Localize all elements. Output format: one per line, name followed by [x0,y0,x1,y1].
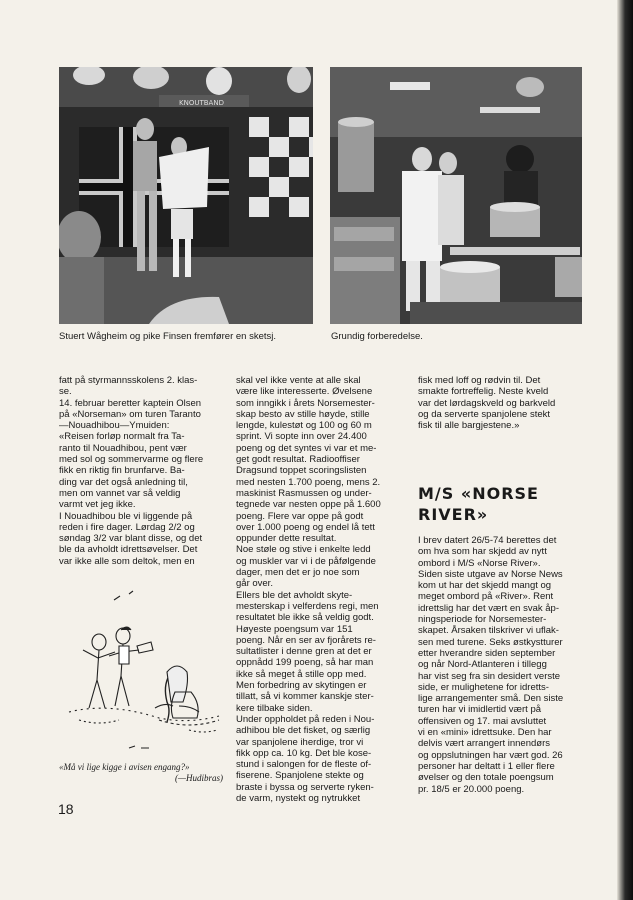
text-line: sprint. Vi sopte inn over 24.400 [236,431,367,443]
text-line: mesterskap i velferdens regi, men [236,600,379,612]
text-line: med nesten 1.700 poeng, mens 2. [236,476,381,488]
text-line: oppunder dette resultat. [236,533,337,545]
text-line: get godt resultat. Radiooffiser [236,454,360,466]
text-line: ding var det også anledning til, [59,476,188,488]
text-line: maskinist Rasmussen og under- [236,487,372,499]
text-line: etter hverandre siden september [418,647,556,659]
text-line: braste i byssa og serverte ryken- [236,781,374,793]
text-line: men om vannet var så veldig [59,487,181,499]
text-line: og da serverte spanjolene stekt [418,408,551,420]
cartoon-caption [59,762,229,784]
text-line: kere tilbake siden. [236,702,313,714]
text-line: har vist seg fra sin desidert verste [418,670,561,682]
cartoon-illustration [59,580,229,755]
text-line: over 1.000 poeng og endel lå tett [236,521,375,533]
text-line: tegnede var nesten oppe på 1.600 [236,499,381,511]
text-line: I Nouadhibou ble vi liggende på [59,510,193,522]
text-line: I brev datert 26/5-74 berettes det [418,535,557,546]
text-line: fisk til alle bargjestene.» [418,420,520,432]
text-line: Høyeste poengsum var 151 [236,623,353,635]
photo-sketch-performance [59,67,313,324]
text-line: lige arrangementer små. Den siste [418,693,564,705]
text-line: fisk med loff og rødvin til. Det [418,375,541,386]
article-column-1 [59,375,224,567]
text-line: og oppslutningen har vært god. 26 [418,749,563,761]
text-line: tillatt, så vi kommer kanskje ster- [236,691,374,703]
text-line: varmt vet jeg ikke. [59,499,136,511]
text-line: skapet. Årsaken tilskriver vi uflak- [418,625,559,637]
text-line: Men forbedring av skytingen er [236,680,367,692]
text-line: dager, men det er jo noe som [236,567,360,579]
text-line: være like interesserte. Øvelsene [236,386,373,398]
text-line: på «Norseman» om turen Taranto [59,408,201,420]
text-line: ble da avholdt idrettsøvelser. Det [59,544,198,556]
photo-caption-galley: Grundig forberedelse. [331,331,423,342]
text-line: —Nouadhibou—Ymuiden: [59,420,170,432]
text-line: ombord i M/S «Norse River». [418,557,541,569]
text-line: side, er mulighetene for idretts- [418,681,549,693]
text-line: stund i salongen for de fleste of- [236,759,372,771]
text-line: reden i fire dager. Lørdag 2/2 og [59,521,195,533]
text-line: var spanjolene iherdige, tror vi [236,736,364,748]
text-line: vi en «mini» idrettsuke. Den har [418,727,552,739]
text-line: skal vel ikke vente at alle skal [236,375,361,386]
text-line: var ikke alle som deltok, men en [59,555,195,567]
photo-caption-sketch: Stuert Wågheim og pike Finsen fremfører en sketsj. [59,331,276,342]
text-line: idrettslig har det vært en svak åp- [418,602,559,614]
section-heading-line1: M/S «NORSE [418,484,539,503]
text-line: fikk en riktig fin brunfarve. Ba- [59,465,185,477]
text-line: skap besto av stille høyde, stille [236,408,370,420]
text-line: Siden siste utgave av Norse News [418,568,563,580]
text-line: Under oppholdet på reden i Nou- [236,713,375,725]
section-heading [418,483,539,525]
section-heading-line2: RIVER» [418,505,489,524]
text-line: om hva som har skjedd av nytt [418,546,547,558]
article-column-3-bottom [418,535,588,795]
text-line: fatt på styrmannsskolens 2. klas- [59,375,198,386]
text-line: lengde, kulestøt og 100 og 60 m [236,420,372,432]
signage-text: KNOUTBAND [179,99,224,107]
text-line: øvelser og den totale poengsum [418,772,554,784]
text-line: fikk opp ca. 10 kg. Det ble kose- [236,747,372,759]
text-line: Dragsund toppet scoringslisten [236,465,367,477]
text-line: offensiven og 17. mai avsluttet [418,715,547,727]
photo-galley-preparation [330,67,582,324]
text-line: Noe støle og stive i enkelte ledd [236,544,371,556]
text-line: de varm, nystekt og nytrukket [236,792,361,804]
text-line: turen har vi imidlertid vært på [418,704,542,716]
text-line: Ellers ble det avholdt skyte- [236,589,353,601]
text-line: går over. [236,578,273,590]
text-line: ningsperiode for Norsemester- [418,614,547,626]
text-line: søndag 3/2 var blant disse, og det [59,533,203,545]
text-line: sen med turene. Seks østkystturer [418,636,563,648]
text-line: adhibou ble det fisket, og særlig [236,725,371,737]
text-line: ikke så meget å stille opp med. [236,668,367,680]
text-line: poeng. Flere var oppe på godt [236,510,364,522]
text-line: var det lørdagskveld og barkveld [418,397,556,409]
text-line: og muskler var vi i de påfølgende [236,555,376,567]
text-line: ranto til Nouadhibou, pent vær [59,442,187,454]
cartoon-caption-quote: «Må vi lige kigge i avisen engang?» [59,762,190,772]
page-number: 18 [58,801,74,817]
text-line: som inngikk i årets Norsemester- [236,397,375,409]
text-line: pr. 18/5 er 20.000 poeng. [418,783,525,795]
article-column-2 [236,375,406,804]
text-line: «Reisen forløp normalt fra Ta- [59,431,185,443]
text-line: sultatlister i denne gren at det er [236,646,372,658]
text-line: oppnådd 199 poeng, så har man [236,657,374,669]
text-line: meget ombord på «River». Rent [418,591,554,603]
text-line: fiserene. Spanjolene stekte og [236,770,364,782]
article-column-3-top [418,375,588,431]
text-line: 14. februar beretter kaptein Olsen [59,397,202,409]
text-line: personer har deltatt i 1 eller flere [418,760,555,772]
text-line: delvis vært arrangert innendørs [418,738,550,750]
text-line: med sol og sommervarme og flere [59,454,204,466]
text-line: resultatet ble ikke så veldig godt. [236,612,374,624]
text-line: og når Nord-Atlanteren i tillegg [418,659,547,671]
cartoon-caption-credit: (—Hudibras) [174,773,223,783]
text-line: poeng og det syntes vi var et me- [236,442,377,454]
text-line: kom ut har det skjedd mangt og [418,580,552,592]
text-line: poeng. Når en ser av fjorårets re- [236,634,376,646]
text-line: smakte fortreffelig. Neste kveld [418,386,549,398]
text-line: se. [59,386,72,398]
binding-edge [617,0,633,900]
